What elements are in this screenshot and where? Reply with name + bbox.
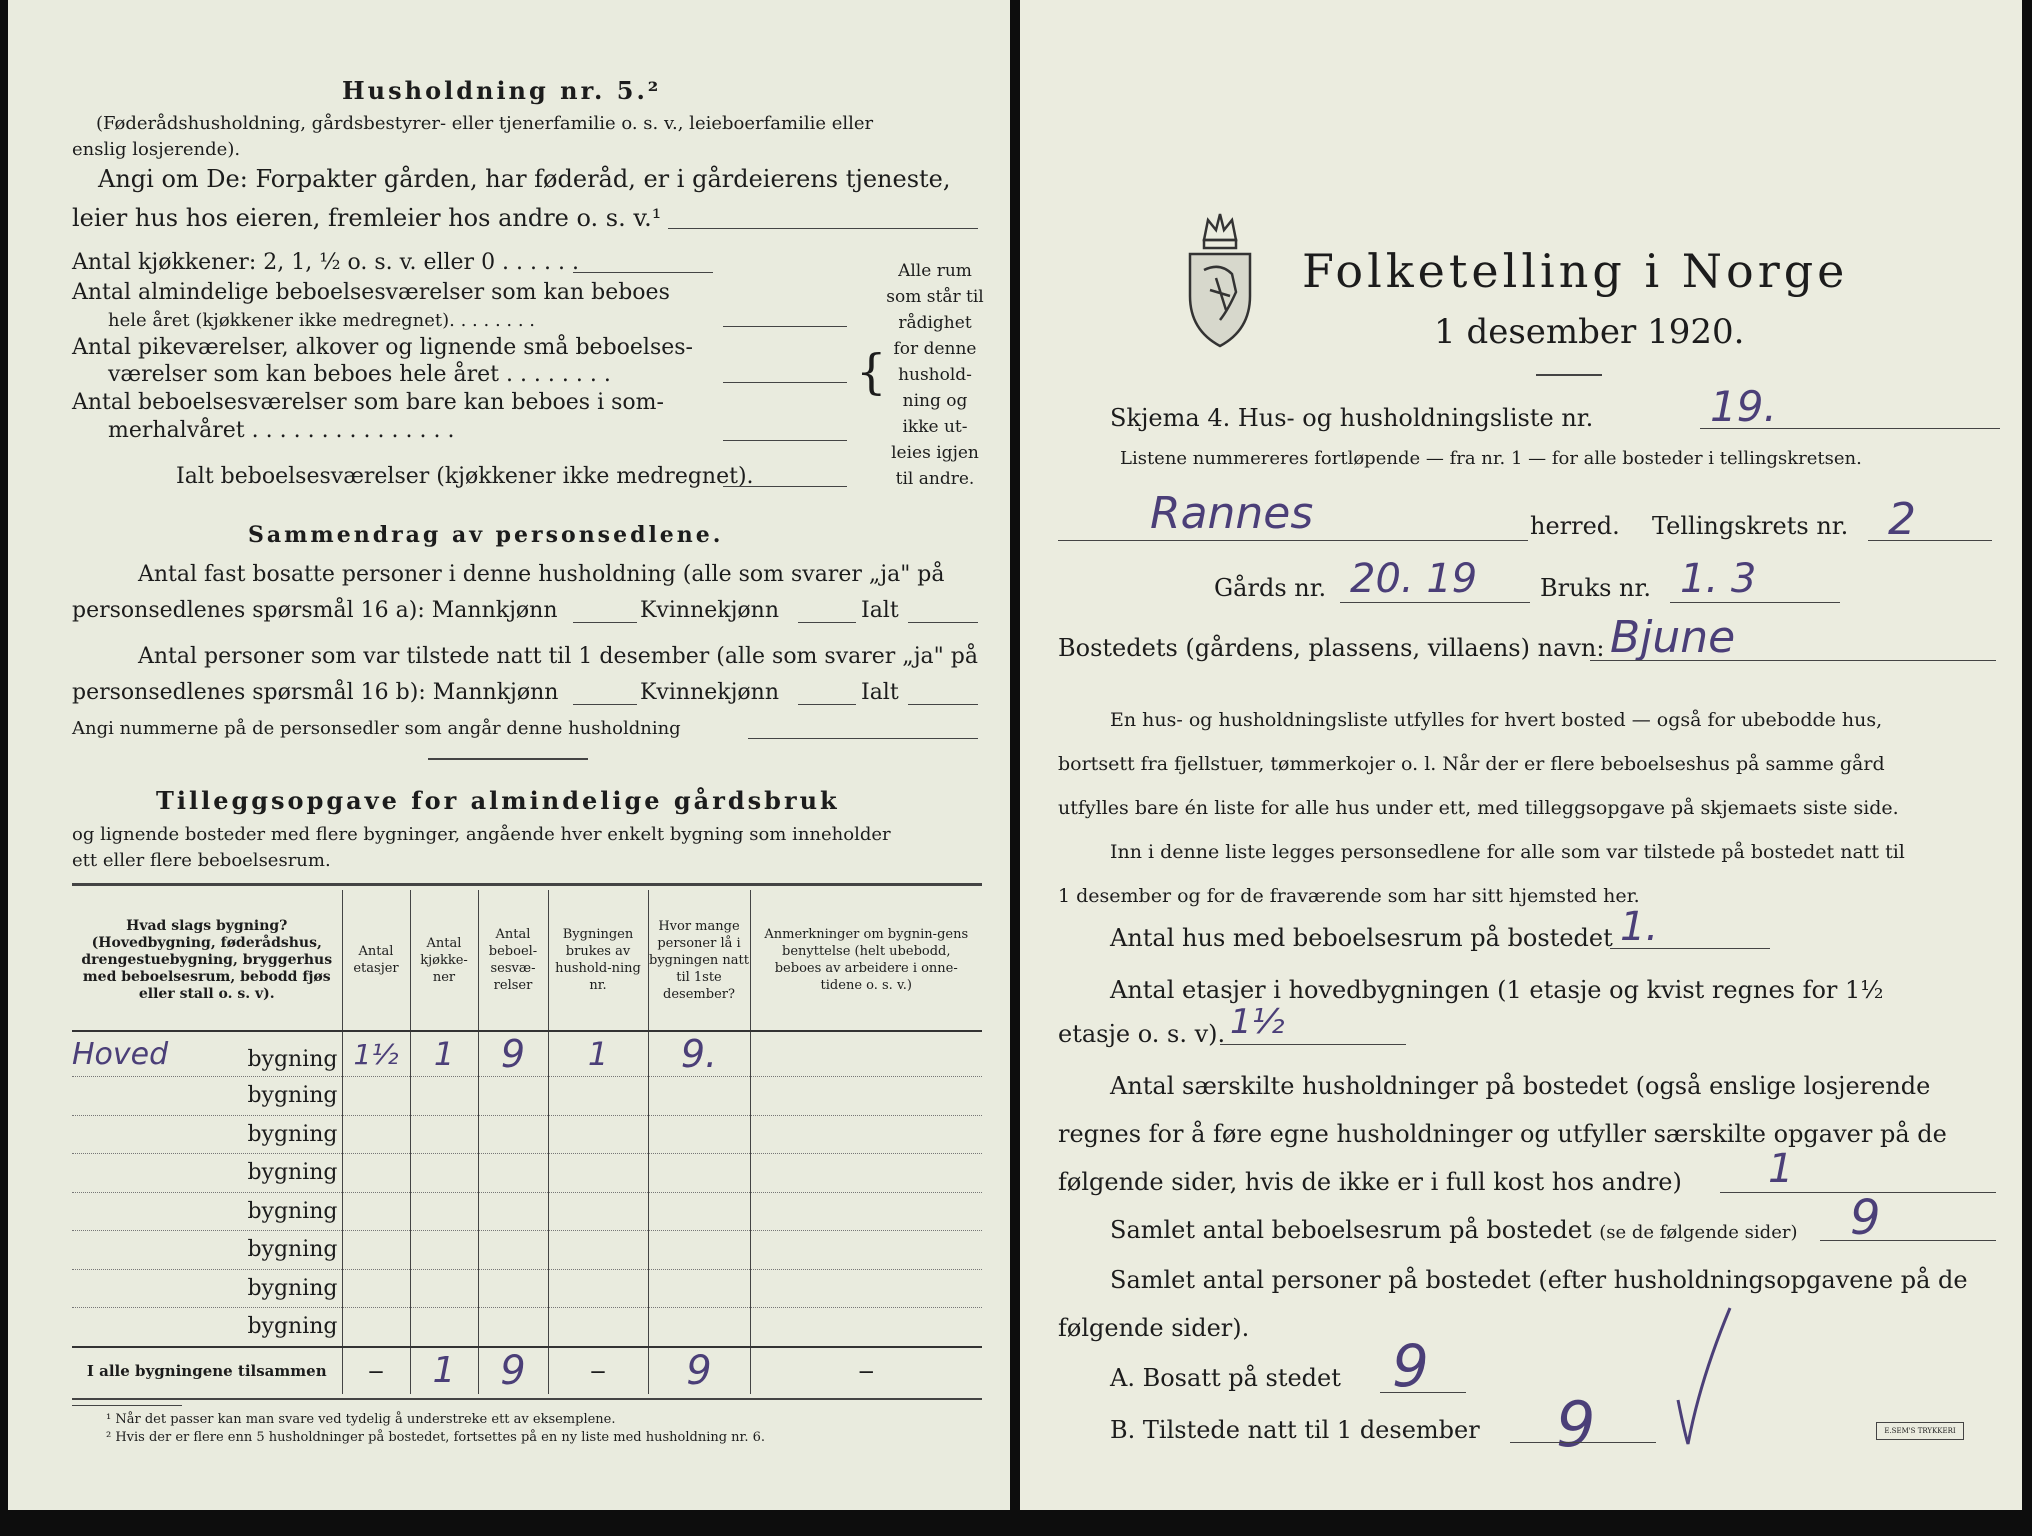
instructions: En hus- og husholdningsliste utfylles for hvert bosted — også for ubebodde hus, bortsett fra fjellstuer, tømmerkojer o. l. Når der er flere beboelseshus på samme gård utfylles bare én liste for alle hus under ett, med tilleggsopgave på skjemaets siste side. Inn i denne liste legges personsedlene for alle som var tilstede på bostedet natt til 1 desember og for de fraværende som har sitt hjemsted her.	[1058, 709, 1905, 907]
table-row: bygning	[72, 1269, 982, 1308]
summary-present-2: personsedlenes spørsmål 16 b): Mannkjønn	[72, 680, 559, 705]
cell-rooms: 9	[478, 1031, 548, 1077]
answer-line	[1510, 1442, 1656, 1443]
cell-household: 1	[548, 1031, 648, 1077]
header-building-type: Hvad slags bygning? (Hovedbygning, føderådshus, drengestuebygning, bryggerhus med beboelsesrum, bebodd fjøs eller stall o. s. v).	[72, 890, 342, 1031]
answer-line	[573, 622, 637, 623]
header-floors: Antal etasjer	[342, 890, 410, 1031]
district-label: Tellingskrets nr.	[1652, 512, 1849, 540]
supplement-intro: og lignende bosteder med flere bygninger, angående hver enkelt bygning som inneholder	[72, 824, 891, 845]
supplement-intro-2: ett eller flere beboelsesrum.	[72, 850, 331, 871]
female-label: Kvinnekjønn	[640, 598, 779, 623]
household-title: Husholdning nr. 5.²	[342, 76, 662, 105]
cell-persons: 9.	[648, 1031, 750, 1077]
answer-line	[723, 326, 847, 327]
persons-label-2: følgende sider).	[1058, 1314, 1250, 1342]
sum-household: —	[548, 1347, 648, 1394]
herred-value: Rannes	[1150, 488, 1314, 539]
table-row: bygning	[72, 1192, 982, 1231]
use-number: 1. 3	[1680, 556, 1757, 602]
summary-resident: Antal fast bosatte personer i denne husholdning (alle som svarer „ja" på	[138, 562, 945, 587]
sum-floors: —	[342, 1347, 410, 1394]
form-title: Folketelling i Norge	[1302, 244, 1849, 298]
summary-numbers: Angi nummerne på de personsedler som angår denne husholdning	[72, 718, 681, 739]
supplement-title: Tilleggsopgave for almindelige gårdsbruk	[156, 786, 840, 815]
table-header	[72, 890, 982, 1031]
kitchens-label: Antal kjøkkener: 2, 1, ½ o. s. v. eller 0 . . . . . .	[72, 250, 579, 275]
summary-present: Antal personer som var tilstede natt til 1 desember (alle som svarer „ja" på	[138, 644, 978, 669]
right-page	[1020, 0, 2022, 1510]
farm-number: 20. 19	[1350, 556, 1478, 602]
persons-label: Samlet antal personer på bostedet (efter husholdningsopgavene på de	[1110, 1266, 1968, 1294]
table-row: bygning	[72, 1077, 982, 1116]
checkmark-icon	[1670, 1300, 1740, 1450]
houses-label: Antal hus med beboelsesrum på bostedet	[1110, 924, 1613, 952]
sum-rooms: 9	[478, 1347, 548, 1394]
floors-value: 1½	[1230, 1002, 1285, 1042]
sum-label: I alle bygningene tilsammen	[72, 1347, 342, 1394]
header-remarks: Anmerkninger om bygnin-gens benyttelse (helt ubebodd, beboes av arbeidere i onne-tidene o. s. v.)	[750, 890, 982, 1031]
total-label: Ialt	[861, 680, 899, 705]
left-page	[8, 0, 1010, 1510]
divider	[1536, 374, 1602, 376]
households-label: Antal særskilte husholdninger på bostedet (også enslige losjerende	[1110, 1072, 1931, 1100]
answer-line	[1340, 602, 1530, 603]
answer-line	[908, 704, 978, 705]
answer-line	[573, 704, 637, 705]
answer-line	[1590, 660, 1996, 661]
rooms-total-label: Samlet antal beboelsesrum på bostedet (se de følgende sider)	[1110, 1216, 1798, 1244]
present-label: B. Tilstede natt til 1 desember	[1110, 1416, 1480, 1444]
answer-line	[748, 738, 978, 739]
table-row: bygning	[72, 1154, 982, 1193]
cell-floors: 1½	[342, 1031, 410, 1077]
form-date: 1 desember 1920.	[1434, 312, 1745, 352]
answer-line	[723, 440, 847, 441]
place-name-label: Bostedets (gårdens, plassens, villaens) navn:	[1058, 634, 1605, 662]
table-row: bygning	[72, 1308, 982, 1347]
answer-line	[723, 486, 847, 487]
households-value: 1	[1768, 1146, 1794, 1192]
building-suffix: bygning	[247, 1047, 338, 1072]
answer-line	[908, 622, 978, 623]
cell-kitchens: 1	[410, 1031, 478, 1077]
present-value: 9	[1556, 1388, 1596, 1461]
answer-line	[668, 228, 978, 229]
answer-line	[1820, 1240, 1996, 1241]
coat-of-arms-icon	[1180, 200, 1260, 350]
resident-value: 9	[1392, 1332, 1429, 1400]
header-household: Bygningen brukes av hushold-ning nr.	[548, 890, 648, 1031]
answer-line	[723, 382, 847, 383]
place-name: Bjune	[1610, 612, 1736, 663]
total-label: Ialt	[861, 598, 899, 623]
households-label-3: følgende sider, hvis de ikke er i full kost hos andre)	[1058, 1168, 1682, 1196]
table-row: bygning	[72, 1231, 982, 1270]
rooms-label-2: hele året (kjøkkener ikke medregnet). . . . . . . .	[108, 310, 535, 331]
question-tenure-2: leier hus hos eieren, fremleier hos andre o. s. v.¹	[72, 204, 662, 232]
numbering-note: Listene nummereres fortløpende — fra nr. 1 — for alle bosteder i tellingskretsen.	[1120, 448, 1862, 469]
sum-kitchens: 1	[410, 1347, 478, 1394]
sum-persons: 9	[648, 1347, 750, 1394]
district-number: 2	[1888, 494, 1916, 545]
answer-line	[1670, 602, 1840, 603]
resident-label: A. Bosatt på stedet	[1110, 1364, 1341, 1392]
printer-stamp: E.SEM'S TRYKKERI	[1876, 1422, 1964, 1440]
answer-line	[798, 704, 856, 705]
household-intro-2: enslig losjerende).	[72, 139, 241, 160]
header-kitchens: Antal kjøkke-ner	[410, 890, 478, 1031]
header-persons: Hvor mange personer lå i bygningen natt til 1ste desember?	[648, 890, 750, 1031]
answer-line	[573, 272, 713, 273]
rooms-total-value: 9	[1850, 1190, 1881, 1246]
answer-line	[1380, 1392, 1466, 1393]
rooms-label: Antal almindelige beboelsesværelser som kan beboes	[72, 280, 670, 305]
answer-line	[1610, 948, 1770, 949]
floors-label-2: etasje o. s. v).	[1058, 1020, 1226, 1048]
divider	[428, 758, 588, 760]
building-name: Hoved	[72, 1036, 169, 1072]
answer-line	[1700, 428, 2000, 429]
divider	[72, 1398, 982, 1400]
header-rooms: Antal beboel-sesvæ-relser	[478, 890, 548, 1031]
summer-rooms-label: Antal beboelsesværelser som bare kan beboes i som-	[72, 390, 664, 415]
footnote-1: ¹ Når det passer kan man svare ved tydelig å understreke ett av eksemplene.	[106, 1412, 616, 1427]
herred-label: herred.	[1530, 512, 1620, 540]
summer-rooms-label-2: merhalvåret . . . . . . . . . . . . . . .	[108, 418, 455, 443]
table-sum-row	[72, 1347, 982, 1394]
summary-title: Sammendrag av personsedlene.	[248, 522, 724, 548]
households-label-2: regnes for å føre egne husholdninger og utfyller særskilte opgaver på de	[1058, 1120, 1947, 1148]
table-row	[72, 1031, 982, 1077]
summary-resident-2: personsedlenes spørsmål 16 a): Mannkjønn	[72, 598, 558, 623]
farm-number-label: Gårds nr.	[1214, 574, 1327, 602]
brace-note: Alle rum som står til rådighet for denne hushold- ning og ikke ut- leies igjen til andre.	[886, 261, 984, 489]
female-label: Kvinnekjønn	[640, 680, 779, 705]
cell-remarks	[750, 1031, 982, 1077]
table-row: bygning	[72, 1115, 982, 1154]
divider	[72, 883, 982, 886]
buildings-table	[72, 890, 982, 1394]
footnote-2: ² Hvis der er flere enn 5 husholdninger på bostedet, fortsettes på en ny liste med husholdning nr. 6.	[106, 1430, 766, 1445]
schema-number: 19.	[1710, 382, 1777, 431]
total-rooms-label: Ialt beboelsesværelser (kjøkkener ikke medregnet).	[176, 464, 754, 489]
answer-line	[1868, 540, 1992, 541]
floors-label: Antal etasjer i hovedbygningen (1 etasje og kvist regnes for 1½	[1110, 976, 1884, 1004]
answer-line	[1220, 1044, 1406, 1045]
sum-remarks: —	[750, 1347, 982, 1394]
small-rooms-label-2: værelser som kan beboes hele året . . . . . . . .	[108, 362, 611, 387]
household-intro: (Føderådshusholdning, gårdsbestyrer- eller tjenerfamilie o. s. v., leieboerfamilie eller	[96, 113, 874, 134]
use-number-label: Bruks nr.	[1540, 574, 1651, 602]
schema-label: Skjema 4. Hus- og husholdningsliste nr.	[1110, 404, 1594, 432]
question-tenure: Angi om De: Forpakter gården, har føderåd, er i gårdeierens tjeneste,	[98, 165, 951, 193]
answer-line	[798, 622, 856, 623]
answer-line	[1058, 540, 1528, 541]
brace: {	[856, 344, 887, 400]
divider	[72, 1405, 182, 1406]
houses-value: 1.	[1620, 904, 1659, 950]
small-rooms-label: Antal pikeværelser, alkover og lignende små beboelses-	[72, 335, 693, 360]
